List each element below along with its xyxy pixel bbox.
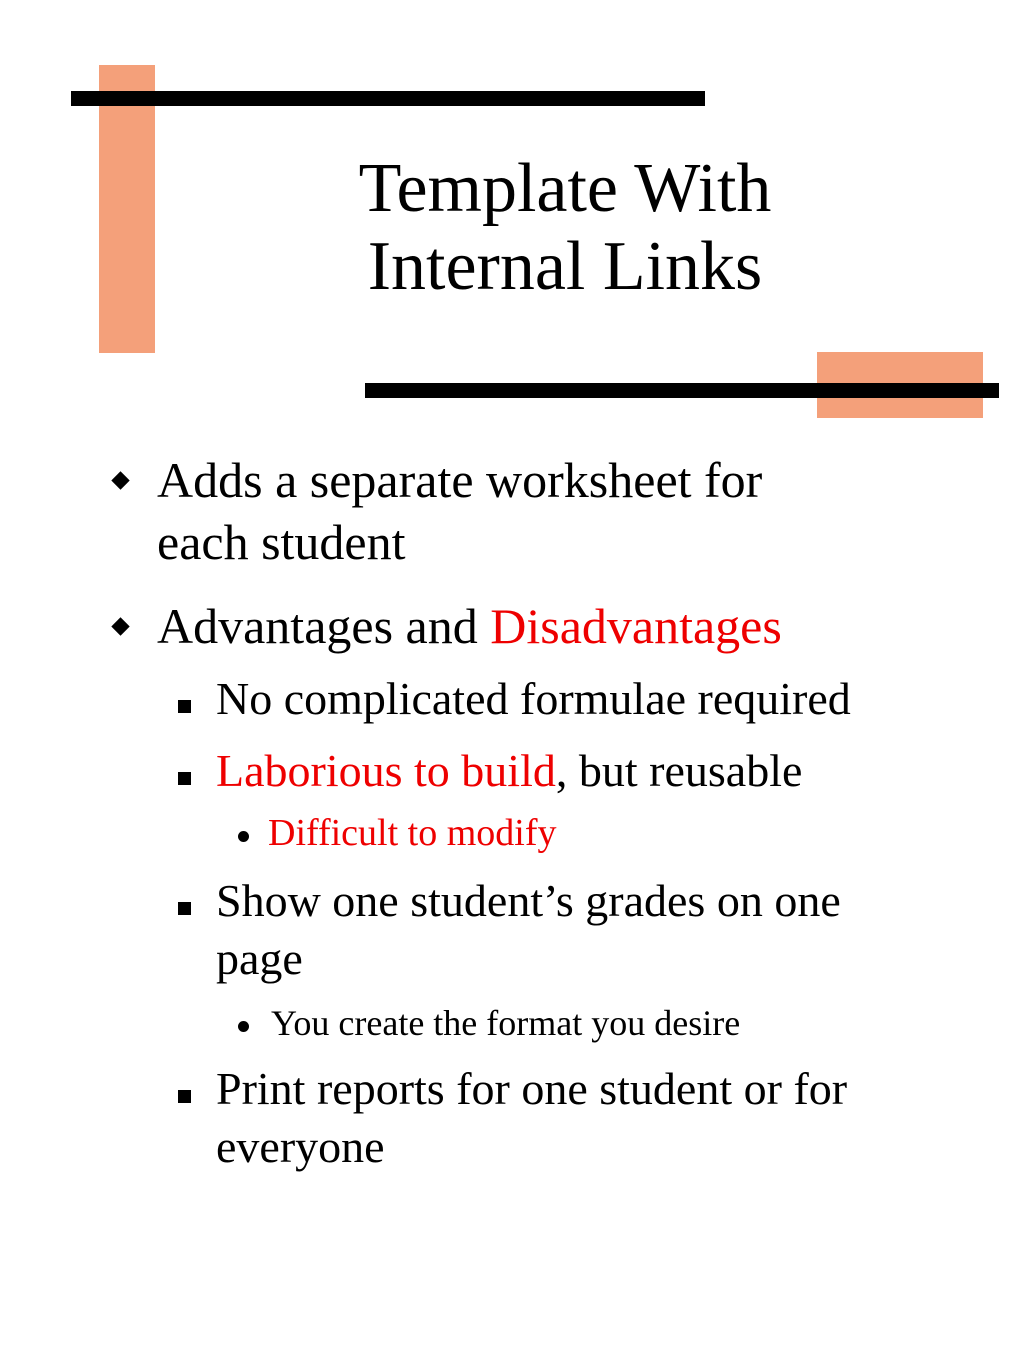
bullet-text-emphasis: Disadvantages: [490, 598, 782, 654]
sub-bullet-item-laborious: [216, 742, 1016, 800]
slide-title: [255, 150, 875, 306]
square-bullet-icon: [178, 700, 191, 713]
slide-title-line-1: Template With: [358, 150, 772, 227]
sub-sub-bullet-text-emphasis: Difficult to modify: [268, 812, 557, 854]
sub-bullet-item-print-reports: [216, 1060, 1006, 1176]
orange-vertical-accent-bar: [99, 65, 155, 353]
diamond-bullet-icon: [111, 617, 129, 635]
sub-bullet-text-line-2: page: [216, 933, 303, 984]
sub-bullet-text: , but reusable: [555, 745, 803, 796]
diamond-bullet-icon: [111, 471, 129, 489]
sub-bullet-text-line-2: everyone: [216, 1121, 385, 1172]
bullet-item-worksheet: [157, 449, 957, 573]
dot-bullet-icon: [238, 1021, 249, 1032]
square-bullet-icon: [178, 1090, 191, 1103]
sub-sub-bullet-text: You create the format you desire: [271, 1003, 741, 1043]
square-bullet-icon: [178, 772, 191, 785]
sub-sub-bullet-item-difficult: [268, 810, 968, 856]
bullet-text-line-2: each student: [157, 514, 406, 570]
square-bullet-icon: [178, 902, 191, 915]
sub-sub-bullet-item-format: [271, 1000, 971, 1046]
sub-bullet-item-show-grades: [216, 872, 1006, 988]
sub-bullet-item-no-formulae: [216, 670, 1016, 728]
bullet-item-advantages: [157, 595, 977, 657]
sub-bullet-text-line-1: Show one student’s grades on one: [216, 875, 841, 926]
dot-bullet-icon: [238, 831, 249, 842]
slide-title-line-2: Internal Links: [367, 228, 763, 305]
bullet-text-line-1: Adds a separate worksheet for: [157, 452, 763, 508]
top-horizontal-rule: [71, 91, 705, 106]
bottom-horizontal-rule: [365, 383, 999, 398]
sub-bullet-text-emphasis: Laborious to build: [216, 745, 556, 796]
bullet-text: Advantages and: [157, 598, 491, 654]
sub-bullet-text: No complicated formulae required: [216, 673, 851, 724]
sub-bullet-text-line-1: Print reports for one student or for: [216, 1063, 848, 1114]
